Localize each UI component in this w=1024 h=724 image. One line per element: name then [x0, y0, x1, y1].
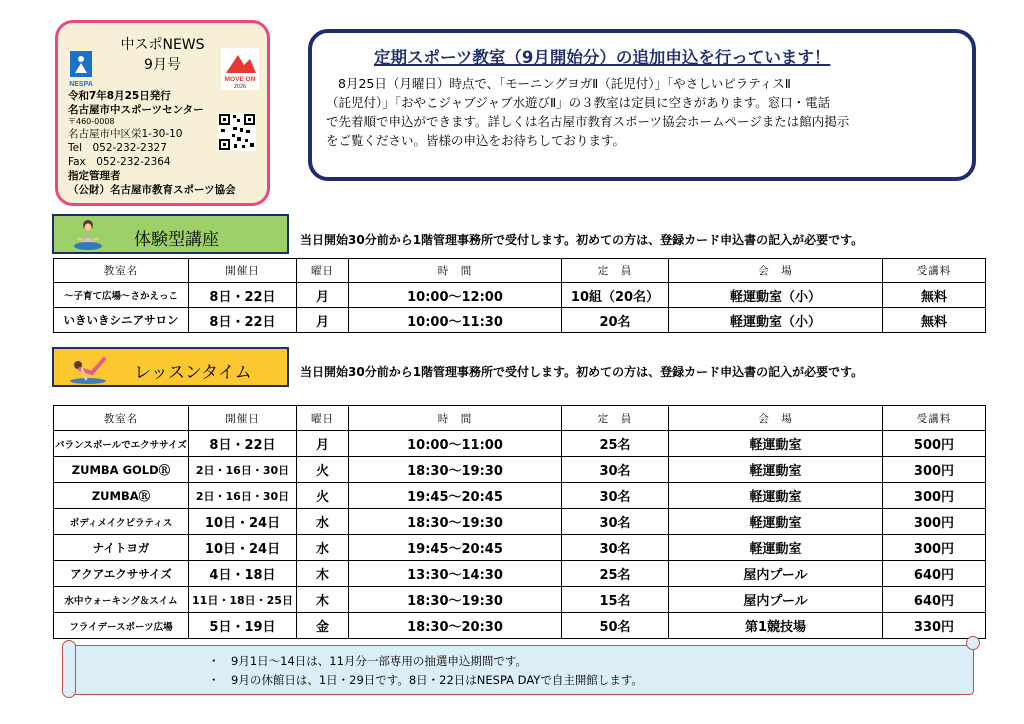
notice-line: で先着順で申込ができます。詳しくは名古屋市教育スポーツ協会ホームページまたは館内掲示 [326, 114, 850, 129]
class-venue: 軽運動室 [669, 431, 883, 457]
column-header: 教室名 [54, 406, 189, 431]
table-row [54, 283, 986, 308]
footer-note: ・ 9月1日～14日は、11月分一部専用の抽選申込期間です。 [208, 654, 527, 668]
column-header: 時 間 [349, 406, 562, 431]
lesson-section-heading [52, 347, 289, 387]
class-weekday: 水 [297, 509, 349, 535]
postal-code: 〒460-0008 [68, 117, 115, 126]
class-fee: 500円 [883, 431, 986, 457]
class-fee: 300円 [883, 483, 986, 509]
move-on-logo-icon [220, 47, 260, 91]
class-capacity: 15名 [562, 587, 669, 613]
column-header: 開催日 [189, 406, 297, 431]
table-header-row [54, 259, 986, 283]
column-header: 曜日 [297, 259, 349, 283]
fax: Fax 052-232-2364 [68, 156, 171, 168]
class-dates: 8日・22日 [189, 431, 297, 457]
newsletter-month: 9月号 [144, 57, 181, 73]
class-time: 18:30～19:30 [349, 457, 562, 483]
class-weekday: 金 [297, 613, 349, 639]
class-name: バランスボールでエクササイズ [54, 431, 189, 457]
column-header: 定 員 [562, 406, 669, 431]
class-name: ZUMBAⓇ [54, 483, 189, 509]
class-name: ナイトヨガ [54, 535, 189, 561]
table-row [54, 457, 986, 483]
newsletter-header [55, 20, 270, 206]
table-row [54, 431, 986, 457]
class-time: 18:30～19:30 [349, 509, 562, 535]
class-time: 10:00～11:30 [349, 308, 562, 333]
svg-text:2026: 2026 [233, 84, 247, 90]
class-fee: 330円 [883, 613, 986, 639]
class-venue: 軽運動室 [669, 509, 883, 535]
column-header: 曜日 [297, 406, 349, 431]
class-fee: 640円 [883, 561, 986, 587]
class-name: アクアエクササイズ [54, 561, 189, 587]
class-dates: 10日・24日 [189, 535, 297, 561]
class-time: 19:45～20:45 [349, 483, 562, 509]
class-weekday: 木 [297, 561, 349, 587]
qr-code-icon[interactable] [218, 113, 256, 151]
class-dates: 8日・22日 [189, 283, 297, 308]
class-capacity: 20名 [562, 308, 669, 333]
class-weekday: 月 [297, 308, 349, 333]
class-capacity: 30名 [562, 509, 669, 535]
scroll-curl-decoration [966, 636, 980, 650]
lesson-section-title: レッスンタイム [134, 363, 252, 383]
class-venue: 軽運動室 [669, 457, 883, 483]
trial-reception-note: 当日開始30分前から1階管理事務所で受付します。初めての方は、登録カード申込書の記入が必要です。 [300, 233, 864, 247]
class-capacity: 50名 [562, 613, 669, 639]
class-dates: 11日・18日・25日 [189, 587, 297, 613]
table-row [54, 483, 986, 509]
table-row [54, 308, 986, 333]
class-fee: 無料 [883, 283, 986, 308]
class-capacity: 10組（20名） [562, 283, 669, 308]
phone: Tel 052-232-2327 [68, 142, 167, 154]
class-name: いきいきシニアサロン [54, 308, 189, 333]
class-fee: 300円 [883, 535, 986, 561]
footer-note: ・ 9月の休館日は、1日・29日です。8日・22日はNESPA DAYで自主開館します。 [208, 673, 643, 687]
notice-box [308, 29, 976, 181]
table-header-row [54, 406, 986, 431]
column-header: 開催日 [189, 259, 297, 283]
class-fee: 640円 [883, 587, 986, 613]
lesson-table [53, 405, 986, 639]
lesson-reception-note: 当日開始30分前から1階管理事務所で受付します。初めての方は、登録カード申込書の記入が必要です。 [300, 365, 864, 379]
manager-name: （公財）名古屋市教育スポーツ協会 [68, 184, 236, 196]
column-header: 受講料 [883, 259, 986, 283]
notice-title: 定期スポーツ教室（9月開始分）の追加申込を行っています！ [374, 48, 831, 67]
scroll-curl-decoration [62, 640, 76, 698]
address: 名古屋市中区栄1-30-10 [68, 128, 183, 140]
class-time: 19:45～20:45 [349, 535, 562, 561]
class-weekday: 月 [297, 283, 349, 308]
class-time: 18:30～20:30 [349, 613, 562, 639]
trial-section-heading [52, 214, 289, 254]
column-header: 時 間 [349, 259, 562, 283]
table-row [54, 587, 986, 613]
class-dates: 4日・18日 [189, 561, 297, 587]
class-weekday: 木 [297, 587, 349, 613]
class-dates: 2日・16日・30日 [189, 457, 297, 483]
class-weekday: 火 [297, 457, 349, 483]
column-header: 会 場 [669, 259, 883, 283]
class-venue: 軽運動室 [669, 535, 883, 561]
table-row [54, 509, 986, 535]
class-venue: 軽運動室（小） [669, 308, 883, 333]
table-row [54, 561, 986, 587]
notice-line: 8月25日（月曜日）時点で、「モーニングヨガⅡ（託児付）」「やさしいピラティスⅡ [338, 76, 791, 91]
notice-line: （託児付）」「おやこジャブジャブ水遊びⅡ」の３教室は定員に空きがあります。窓口・電話 [326, 95, 831, 110]
class-capacity: 25名 [562, 431, 669, 457]
column-header: 教室名 [54, 259, 189, 283]
class-weekday: 月 [297, 431, 349, 457]
svg-text:MOVE ON: MOVE ON [224, 76, 256, 83]
class-fee: 無料 [883, 308, 986, 333]
class-capacity: 25名 [562, 561, 669, 587]
class-capacity: 30名 [562, 457, 669, 483]
notice-body [326, 74, 962, 150]
exercise-person-icon [66, 351, 110, 385]
class-name: ZUMBA GOLDⓇ [54, 457, 189, 483]
class-name: 水中ウォーキング＆スイム [54, 587, 189, 613]
class-fee: 300円 [883, 457, 986, 483]
class-name: フライデースポーツ広場 [54, 613, 189, 639]
trial-section-title: 体験型講座 [134, 230, 219, 250]
class-name: ボディメイクピラティス [54, 509, 189, 535]
column-header: 定 員 [562, 259, 669, 283]
class-venue: 軽運動室（小） [669, 283, 883, 308]
class-weekday: 火 [297, 483, 349, 509]
column-header: 会 場 [669, 406, 883, 431]
class-dates: 2日・16日・30日 [189, 483, 297, 509]
class-venue: 屋内プール [669, 561, 883, 587]
class-time: 13:30～14:30 [349, 561, 562, 587]
class-time: 10:00～11:00 [349, 431, 562, 457]
class-capacity: 30名 [562, 483, 669, 509]
class-time: 10:00～12:00 [349, 283, 562, 308]
table-row [54, 613, 986, 639]
class-venue: 第1競技場 [669, 613, 883, 639]
yoga-person-icon [66, 218, 110, 252]
svg-text:NESPA: NESPA [69, 81, 93, 88]
class-dates: 8日・22日 [189, 308, 297, 333]
newsletter-title: 中スポNEWS [120, 37, 205, 53]
class-venue: 屋内プール [669, 587, 883, 613]
notice-line: をご覧ください。皆様の申込をお待ちしております。 [326, 133, 626, 148]
center-name: 名古屋市中スポーツセンター [68, 104, 204, 116]
column-header: 受講料 [883, 406, 986, 431]
trial-table [53, 258, 986, 333]
table-row [54, 535, 986, 561]
class-name: ～子育て広場～さかえっこ [54, 283, 189, 308]
manager-label: 指定管理者 [68, 170, 121, 182]
class-dates: 10日・24日 [189, 509, 297, 535]
class-fee: 300円 [883, 509, 986, 535]
class-time: 18:30～19:30 [349, 587, 562, 613]
class-dates: 5日・19日 [189, 613, 297, 639]
issue-date: 令和7年8月25日発行 [68, 90, 171, 102]
class-capacity: 30名 [562, 535, 669, 561]
class-weekday: 水 [297, 535, 349, 561]
class-venue: 軽運動室 [669, 483, 883, 509]
